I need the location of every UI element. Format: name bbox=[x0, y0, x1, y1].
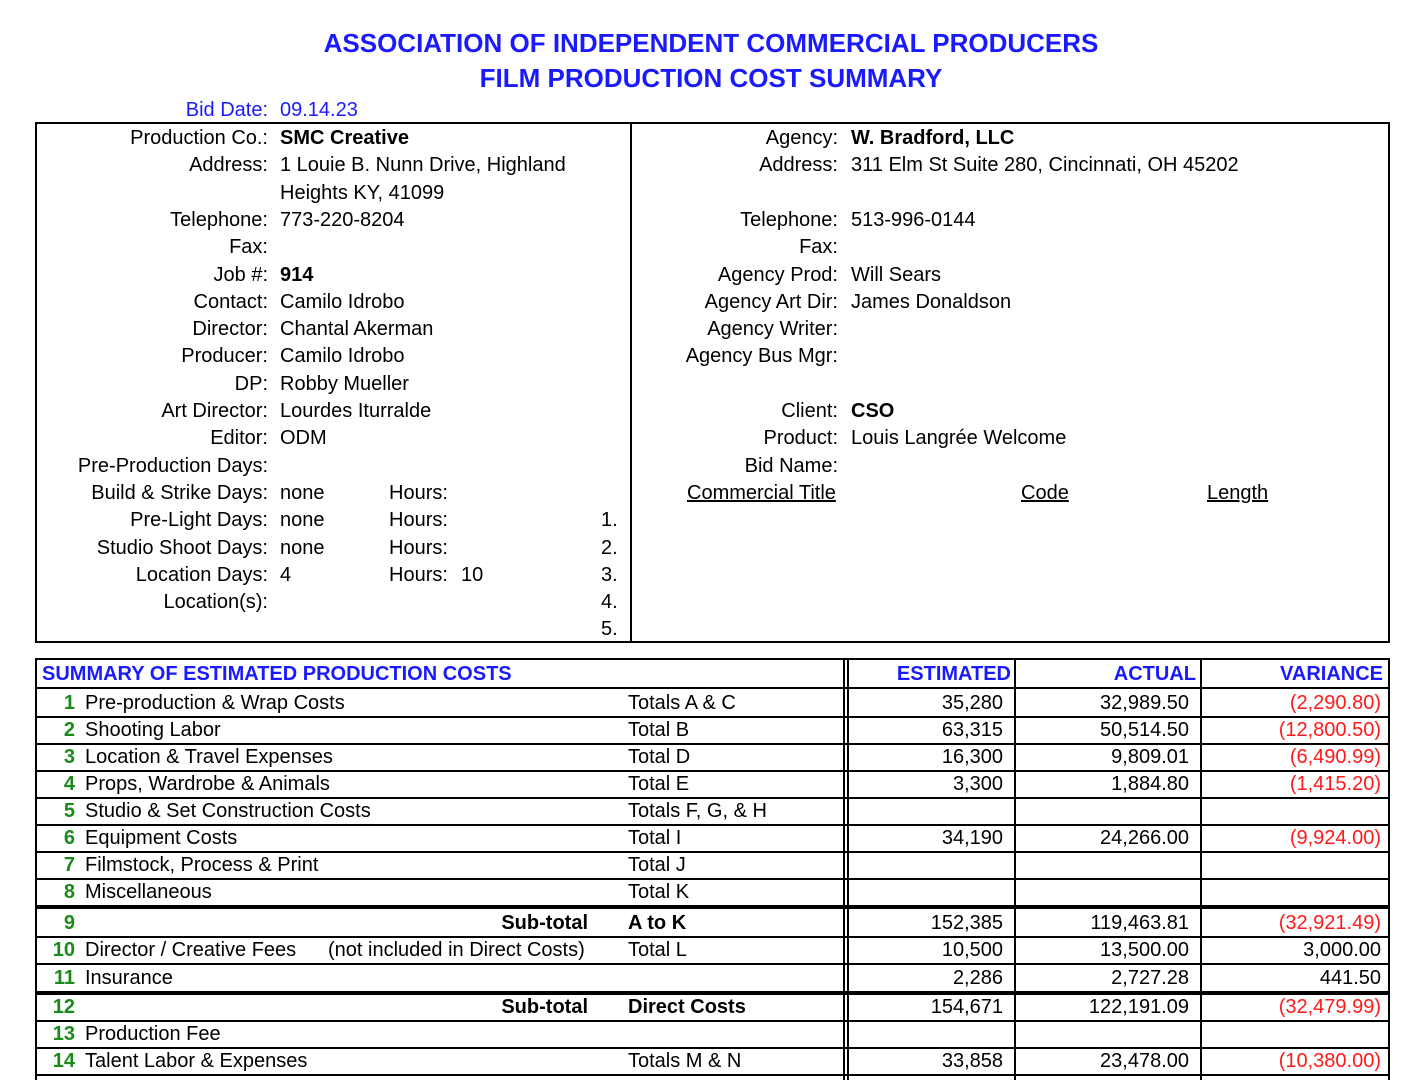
left-info-label: Location(s): bbox=[163, 591, 268, 614]
actual-value bbox=[1017, 852, 1189, 879]
estimated-value bbox=[851, 852, 1003, 879]
left-info-label: Address: bbox=[189, 154, 268, 177]
cost-totals-ref: Totals F, G, & H bbox=[628, 800, 767, 822]
column-divider bbox=[847, 660, 849, 1080]
left-info-label: Build & Strike Days: bbox=[91, 481, 268, 504]
left-info-label: Pre-Production Days: bbox=[77, 454, 268, 477]
estimated-value bbox=[851, 798, 1003, 825]
column-divider bbox=[1200, 660, 1202, 1080]
form-subtitle: FILM PRODUCTION COST SUMMARY bbox=[479, 63, 943, 93]
column-divider bbox=[843, 660, 845, 1080]
summary-title: SUMMARY OF ESTIMATED PRODUCTION COSTS bbox=[42, 663, 512, 685]
estimated-value: 33,858 bbox=[941, 1050, 1003, 1072]
line-number: 2 bbox=[63, 719, 75, 741]
line-number: 11 bbox=[53, 967, 75, 989]
left-info-label: Contact: bbox=[193, 290, 268, 313]
cost-category: Equipment Costs bbox=[85, 827, 238, 849]
line-number: 6 bbox=[63, 827, 75, 849]
row-divider bbox=[37, 824, 1388, 826]
commercial-line: 2. bbox=[601, 536, 618, 559]
hours-label: Hours: bbox=[389, 509, 448, 532]
cost-summary-table bbox=[35, 658, 1390, 1080]
variance-value: 441.50 bbox=[1319, 967, 1381, 989]
left-info-label: Studio Shoot Days: bbox=[96, 536, 268, 559]
left-info-value: Chantal Akerman bbox=[280, 318, 434, 341]
left-info-value: Heights KY, 41099 bbox=[280, 181, 445, 204]
line-number: 1 bbox=[63, 692, 75, 714]
left-info-value: Lourdes Iturralde bbox=[280, 400, 432, 422]
hours-label: Hours: bbox=[389, 536, 448, 559]
actual-value: 119,463.81 bbox=[1090, 912, 1189, 934]
row-divider bbox=[37, 687, 1388, 689]
cost-totals-ref: Total I bbox=[628, 827, 682, 849]
left-info-value: ODM bbox=[280, 427, 327, 450]
commercial-line: 1. bbox=[601, 509, 618, 532]
variance-value bbox=[1203, 852, 1381, 879]
subtotal-range: Direct Costs bbox=[628, 996, 746, 1018]
right-info-label: Client: bbox=[781, 400, 838, 422]
estimated-value: 2,286 bbox=[952, 967, 1003, 989]
row-divider bbox=[37, 851, 1388, 853]
right-info-label bbox=[637, 372, 838, 396]
left-info-label: Art Director: bbox=[161, 400, 268, 422]
row-divider bbox=[37, 1074, 1388, 1076]
right-info-label: Fax: bbox=[799, 236, 838, 259]
left-info-label bbox=[37, 181, 268, 205]
variance-value: (2,290.80) bbox=[1289, 692, 1381, 714]
left-info-label: Job #: bbox=[213, 263, 268, 286]
actual-value: 122,191.09 bbox=[1088, 996, 1189, 1018]
left-info-label: Location Days: bbox=[135, 563, 268, 586]
actual-value: 2,727.28 bbox=[1111, 967, 1189, 989]
subtotal-label: Sub-total bbox=[501, 996, 588, 1018]
actual-value bbox=[1017, 879, 1189, 906]
left-info-label: Production Co.: bbox=[130, 127, 268, 149]
right-info-label: Agency Writer: bbox=[707, 318, 838, 341]
left-info-value: Camilo Idrobo bbox=[280, 290, 405, 313]
estimated-value: 154,671 bbox=[930, 996, 1003, 1018]
right-info-value: 311 Elm St Suite 280, Cincinnati, OH 45202 bbox=[851, 154, 1239, 177]
cost-category: Talent Labor & Expenses bbox=[85, 1050, 308, 1072]
variance-value: (9,924.00) bbox=[1289, 827, 1381, 849]
line-number: 14 bbox=[52, 1050, 75, 1072]
left-info-label: Fax: bbox=[229, 236, 268, 259]
variance-value: (1,415.20) bbox=[1289, 773, 1381, 795]
estimated-value: 63,315 bbox=[941, 719, 1003, 741]
left-info-value: none bbox=[280, 536, 325, 559]
estimated-value bbox=[851, 879, 1003, 906]
cost-totals-ref: Total B bbox=[628, 719, 690, 741]
subtotal-range: A to K bbox=[628, 912, 687, 934]
right-info-label: Bid Name: bbox=[744, 454, 838, 477]
left-info-label: Telephone: bbox=[170, 208, 268, 231]
left-info-value: 4 bbox=[280, 563, 292, 586]
row-divider bbox=[37, 991, 1388, 995]
estimated-value: 16,300 bbox=[941, 746, 1003, 768]
line-number: 13 bbox=[52, 1023, 75, 1045]
estimated-value: 34,190 bbox=[941, 827, 1003, 849]
production-info-box bbox=[35, 122, 1390, 643]
estimated-value: 3,300 bbox=[952, 773, 1003, 795]
commercial-line: 3. bbox=[601, 563, 618, 586]
cost-category: Props, Wardrobe & Animals bbox=[85, 773, 330, 795]
col-estimated-header: ESTIMATED bbox=[896, 663, 1011, 685]
form-title: ASSOCIATION OF INDEPENDENT COMMERCIAL PRODUCERS bbox=[323, 28, 1099, 58]
info-divider bbox=[630, 124, 632, 641]
actual-value: 50,514.50 bbox=[1100, 719, 1189, 741]
left-info-label: Producer: bbox=[181, 345, 268, 368]
row-divider bbox=[37, 878, 1388, 880]
right-info-value: James Donaldson bbox=[851, 290, 1012, 313]
line-number: 12 bbox=[52, 996, 75, 1018]
variance-value: (6,490.99) bbox=[1289, 746, 1381, 768]
cost-note: (not included in Direct Costs) bbox=[328, 939, 585, 961]
right-info-label: Agency: bbox=[765, 127, 838, 149]
cost-category: Studio & Set Construction Costs bbox=[85, 800, 371, 822]
variance-value: (10,380.00) bbox=[1278, 1050, 1381, 1072]
row-divider bbox=[37, 905, 1388, 909]
estimated-value: 35,280 bbox=[941, 692, 1003, 714]
right-info-label bbox=[637, 181, 838, 205]
variance-value: 3,000.00 bbox=[1303, 939, 1381, 961]
actual-value bbox=[1017, 798, 1189, 825]
cost-category: Filmstock, Process & Print bbox=[85, 854, 319, 876]
left-info-value: 773-220-8204 bbox=[280, 208, 405, 231]
row-divider bbox=[37, 1020, 1388, 1022]
left-info-value: 1 Louie B. Nunn Drive, Highland bbox=[280, 154, 566, 177]
cost-category: Director / Creative Fees bbox=[85, 939, 297, 961]
cost-category: Production Fee bbox=[85, 1023, 221, 1045]
line-number: 3 bbox=[63, 746, 75, 768]
actual-value: 23,478.00 bbox=[1100, 1050, 1189, 1072]
line-number: 10 bbox=[52, 939, 75, 961]
hours-label: Hours: bbox=[389, 481, 448, 504]
left-info-label: DP: bbox=[234, 372, 268, 395]
right-info-value: CSO bbox=[851, 400, 895, 422]
line-number: 7 bbox=[63, 854, 75, 876]
right-info-value: W. Bradford, LLC bbox=[851, 127, 1015, 149]
right-info-value: Louis Langrée Welcome bbox=[851, 427, 1067, 450]
left-info-value: none bbox=[280, 481, 325, 504]
estimated-value: 152,385 bbox=[930, 912, 1003, 934]
commercial-code-header: Code bbox=[1021, 481, 1069, 504]
variance-value: (32,921.49) bbox=[1278, 912, 1381, 934]
commercial-line: 5. bbox=[601, 618, 618, 641]
right-info-value: Will Sears bbox=[851, 263, 942, 286]
actual-value: 13,500.00 bbox=[1100, 939, 1189, 961]
cost-category: Miscellaneous bbox=[85, 881, 212, 903]
cost-totals-ref: Totals A & C bbox=[628, 692, 736, 714]
left-info-value: Robby Mueller bbox=[280, 372, 409, 395]
row-divider bbox=[37, 1047, 1388, 1049]
actual-value: 9,809.01 bbox=[1111, 746, 1189, 768]
col-actual-header: ACTUAL bbox=[1113, 663, 1196, 685]
col-variance-header: VARIANCE bbox=[1280, 663, 1383, 685]
cost-totals-ref: Total K bbox=[628, 881, 690, 903]
commercial-title-header: Commercial Title bbox=[687, 481, 836, 504]
actual-value bbox=[1017, 1021, 1189, 1048]
line-number: 4 bbox=[63, 773, 75, 795]
left-info-label: Director: bbox=[192, 318, 268, 341]
right-info-label: Agency Art Dir: bbox=[704, 290, 838, 313]
bid-date-label: Bid Date: bbox=[185, 99, 268, 121]
actual-value: 32,989.50 bbox=[1100, 692, 1189, 714]
variance-value bbox=[1203, 1021, 1381, 1048]
commercial-line: 4. bbox=[601, 591, 618, 614]
commercial-length-header: Length bbox=[1207, 481, 1269, 504]
cost-totals-ref: Total L bbox=[628, 939, 687, 961]
cost-totals-ref: Total J bbox=[628, 854, 686, 876]
variance-value: (12,800.50) bbox=[1278, 719, 1381, 741]
variance-value: (32,479.99) bbox=[1278, 996, 1381, 1018]
bid-date-value: 09.14.23 bbox=[280, 99, 358, 121]
hours-value: 10 bbox=[461, 563, 484, 586]
line-number: 9 bbox=[63, 912, 75, 934]
row-divider bbox=[37, 716, 1388, 718]
right-info-label: Agency Prod: bbox=[717, 263, 838, 286]
actual-value: 1,884.80 bbox=[1111, 773, 1189, 795]
row-divider bbox=[37, 936, 1388, 938]
row-divider bbox=[37, 963, 1388, 965]
cost-category: Pre-production & Wrap Costs bbox=[85, 692, 345, 714]
variance-value bbox=[1203, 879, 1381, 906]
left-info-value: Camilo Idrobo bbox=[280, 345, 405, 368]
right-info-value: 513-996-0144 bbox=[851, 208, 976, 231]
row-divider bbox=[37, 770, 1388, 772]
left-info-value: SMC Creative bbox=[280, 127, 409, 149]
left-info-label: Editor: bbox=[210, 427, 268, 450]
row-divider bbox=[37, 743, 1388, 745]
column-divider bbox=[1014, 660, 1016, 1080]
cost-category: Shooting Labor bbox=[85, 719, 221, 741]
line-number: 5 bbox=[63, 800, 75, 822]
cost-category: Insurance bbox=[85, 967, 173, 989]
right-info-label: Telephone: bbox=[740, 208, 838, 231]
left-info-label: Pre-Light Days: bbox=[130, 509, 268, 532]
right-info-label: Address: bbox=[759, 154, 838, 177]
hours-label: Hours: bbox=[389, 563, 448, 586]
actual-value: 24,266.00 bbox=[1100, 827, 1189, 849]
variance-value bbox=[1203, 798, 1381, 825]
row-divider bbox=[37, 797, 1388, 799]
left-info-value: 914 bbox=[280, 263, 314, 286]
cost-totals-ref: Total D bbox=[628, 746, 691, 768]
cost-category: Location & Travel Expenses bbox=[85, 746, 333, 768]
cost-totals-ref: Total E bbox=[628, 773, 690, 795]
subtotal-label: Sub-total bbox=[501, 912, 588, 934]
estimated-value: 10,500 bbox=[941, 939, 1003, 961]
line-number: 8 bbox=[63, 881, 75, 903]
estimated-value bbox=[851, 1021, 1003, 1048]
cost-totals-ref: Totals M & N bbox=[628, 1050, 742, 1072]
right-info-label: Product: bbox=[763, 427, 838, 450]
right-info-label: Agency Bus Mgr: bbox=[685, 345, 838, 368]
left-info-value: none bbox=[280, 509, 325, 532]
